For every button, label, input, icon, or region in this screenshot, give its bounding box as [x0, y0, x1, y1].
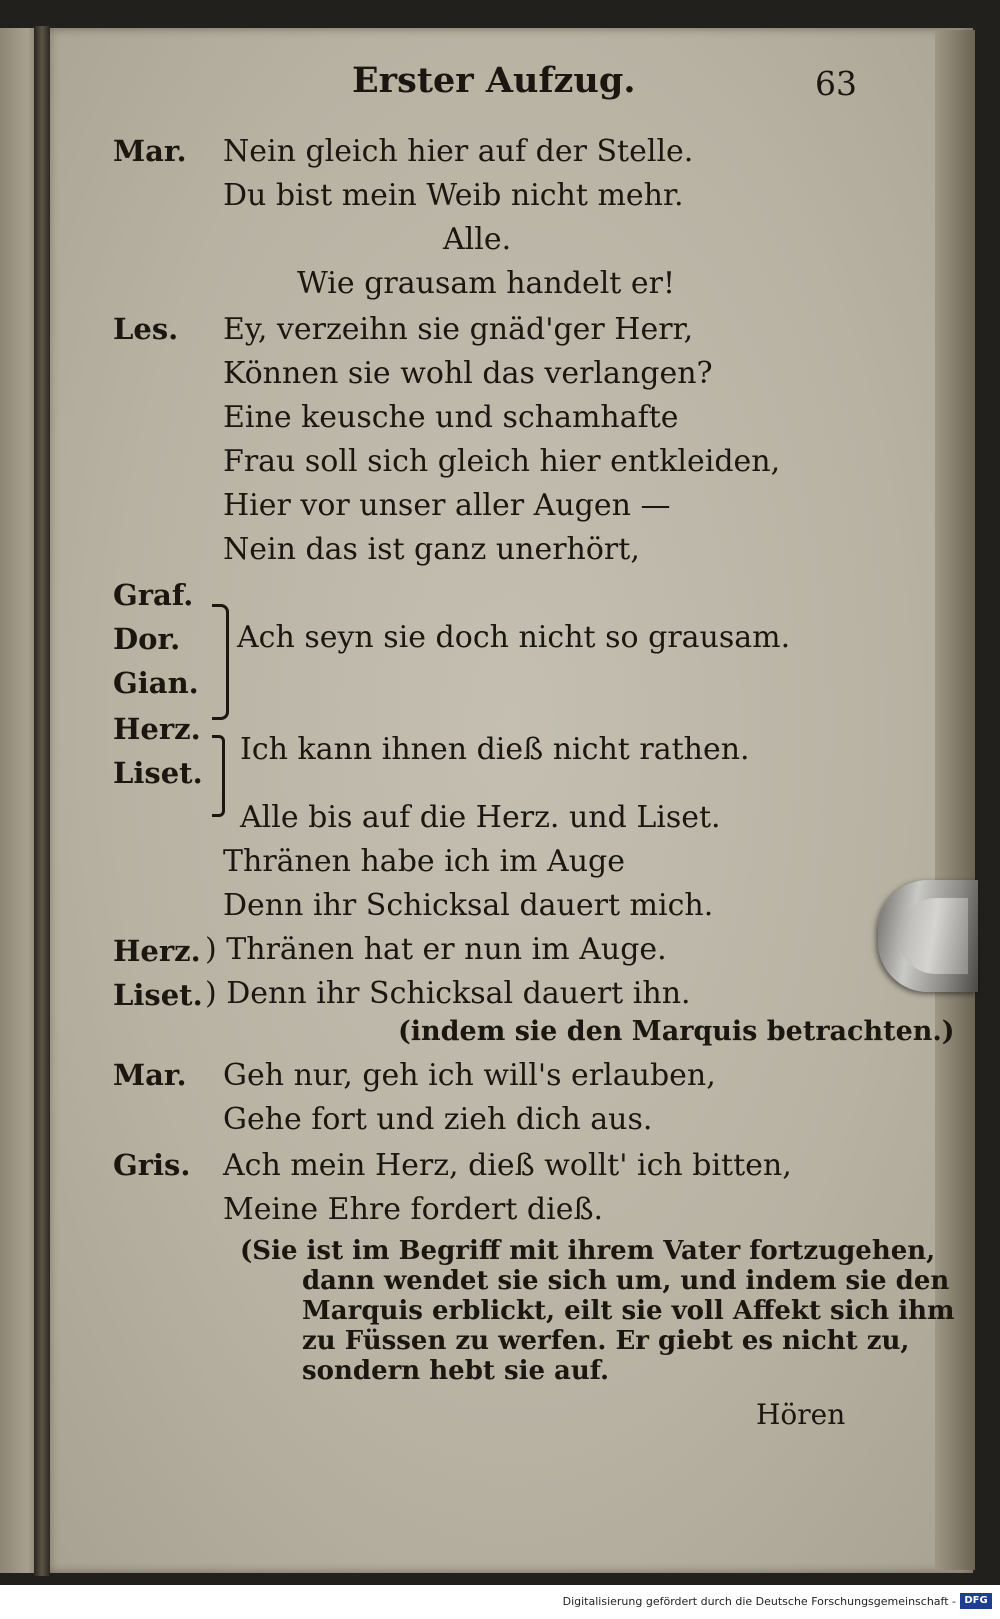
verse-line: Ich kann ihnen dieß nicht rathen. [240, 732, 750, 767]
group-brace [212, 735, 225, 817]
verse-line: Ach seyn sie doch nicht so grausam. [237, 620, 791, 655]
stage-direction: (indem sie den Marquis betrachten.) [398, 1016, 955, 1047]
speaker-label: Liset. [113, 978, 203, 1012]
stage-direction-line: (Sie ist im Begriff mit ihrem Vater fortzugehen, [240, 1236, 936, 1266]
group-brace [212, 604, 229, 720]
verse-line: Meine Ehre fordert dieß. [223, 1192, 604, 1227]
footer-credit: Digitalisierung gefördert durch die Deutsche Forschungsgemeinschaft - [562, 1595, 956, 1608]
running-header: Erster Aufzug. [352, 60, 636, 101]
speaker-label: Dor. [113, 622, 181, 656]
speaker-label: Gian. [113, 666, 199, 700]
verse-line: Nein das ist ganz unerhört, [223, 532, 640, 567]
verse-line: Hier vor unser aller Augen — [223, 488, 671, 523]
stage-direction-line: zu Füssen zu werfen. Er giebt es nicht zu, [302, 1326, 910, 1356]
book-spine [34, 26, 50, 1576]
verse-line: Du bist mein Weib nicht mehr. [223, 178, 684, 213]
verse-line: ) Thränen hat er nun im Auge. [205, 932, 667, 967]
verse-line: Wie grausam handelt er! [297, 266, 676, 301]
stage-direction-line: sondern hebt sie auf. [302, 1356, 610, 1386]
verse-line: Eine keusche und schamhafte [223, 400, 679, 435]
verse-line: Gehe fort und zieh dich aus. [223, 1102, 653, 1137]
right-page-edge [935, 30, 975, 1570]
verse-line: Können sie wohl das verlangen? [223, 356, 713, 391]
speaker-label: Graf. [113, 578, 194, 612]
page-clip-highlight [898, 898, 968, 974]
speaker-label: Les. [113, 312, 179, 346]
speaker-label: Gris. [113, 1148, 191, 1182]
verse-line: Denn ihr Schicksal dauert mich. [223, 888, 714, 923]
speaker-label: Herz. [113, 712, 201, 746]
page-number: 63 [815, 64, 857, 103]
verse-line: ) Denn ihr Schicksal dauert ihn. [205, 976, 691, 1011]
stage-direction-line: Marquis erblickt, eilt sie voll Affekt sich ihm [302, 1296, 955, 1326]
speaker-label: Liset. [113, 756, 203, 790]
speaker-heading: Alle bis auf die Herz. und Liset. [240, 800, 721, 835]
stage-direction-line: dann wendet sie sich um, und indem sie den [302, 1266, 950, 1296]
verse-line: Nein gleich hier auf der Stelle. [223, 134, 694, 169]
speaker-heading: Alle. [443, 222, 512, 257]
speaker-label: Herz. [113, 934, 201, 968]
catchword: Hören [756, 1398, 846, 1431]
speaker-label: Mar. [113, 134, 187, 168]
verse-line: Geh nur, geh ich will's erlauben, [223, 1058, 716, 1093]
verse-line: Frau soll sich gleich hier entkleiden, [223, 444, 781, 479]
verse-line: Ach mein Herz, dieß wollt' ich bitten, [223, 1148, 792, 1183]
verse-line: Thränen habe ich im Auge [223, 844, 625, 879]
speaker-label: Mar. [113, 1058, 187, 1092]
dfg-logo: DFG [960, 1593, 992, 1609]
verse-line: Ey, verzeihn sie gnäd'ger Herr, [223, 312, 694, 347]
